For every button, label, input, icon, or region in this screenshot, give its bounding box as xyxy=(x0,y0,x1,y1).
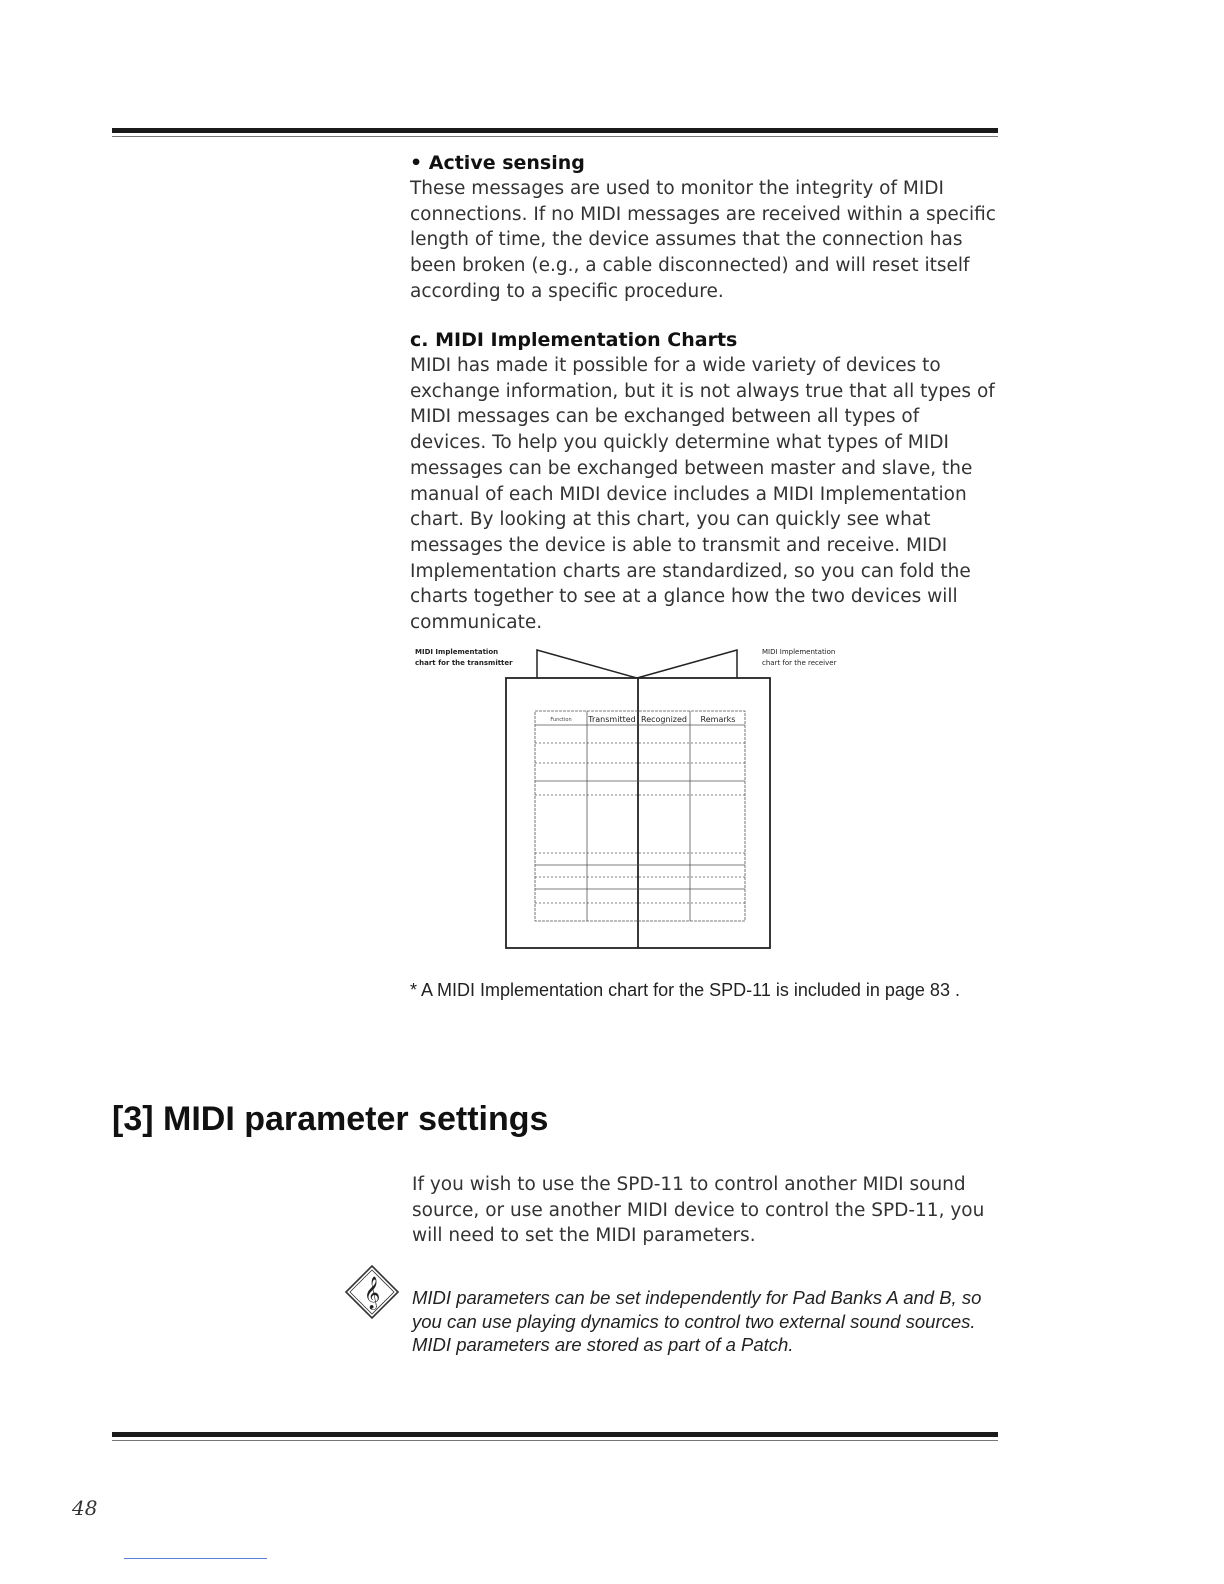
active-sensing-heading: • Active sensing xyxy=(410,152,585,174)
tip-text: MIDI parameters can be set independently for Pad Banks A and B, so you can use playing dynamics to control two external sound sources. MIDI parameters are stored as part of a Patch. xyxy=(412,1287,982,1355)
label-receiver-line2: chart for the receiver xyxy=(762,659,837,667)
bottom-rule xyxy=(112,1432,998,1441)
page-number: 48 xyxy=(72,1496,98,1520)
active-sensing-body: These messages are used to monitor the integrity of MIDI connections. If no MIDI messages are received within a specific length of time, the device assumes that the connection has been broken (e.g., a cable disconnected) and will reset itself according to a specific procedure. xyxy=(410,178,996,302)
active-sensing-section xyxy=(410,150,1000,305)
col-transmitted: Transmitted xyxy=(588,715,636,724)
label-transmitter-line2: chart for the transmitter xyxy=(415,659,513,667)
inner-chart-table xyxy=(535,711,745,921)
top-rule xyxy=(112,128,998,137)
footer-link-line xyxy=(124,1558,267,1559)
left-flap xyxy=(537,650,637,678)
implementation-charts-section xyxy=(410,327,1000,636)
label-transmitter-line1: MIDI Implementation xyxy=(415,648,499,656)
label-receiver-line1: MIDI Implementation xyxy=(762,648,836,656)
col-recognized: Recognized xyxy=(641,715,687,724)
chart-note: * A MIDI Implementation chart for the SPD-11 is included in page 83 . xyxy=(410,980,960,1000)
svg-text:𝄞: 𝄞 xyxy=(363,1276,381,1309)
implementation-charts-body: MIDI has made it possible for a wide variety of devices to exchange information, but it is not always true that all types of MIDI messages can be exchanged between all types of devices. To help you quickly determine what types of MIDI messages can be exchanged between master and slave, the manual of each MIDI device includes a MIDI Implementation chart. By looking at this chart, you can quickly see what messages the device is able to transmit and receive. MIDI Implementation charts are standardized, so you can fold the charts together to see at a glance how the two devices will communicate. xyxy=(410,355,995,634)
midi-parameter-settings-heading: [3] MIDI parameter settings xyxy=(112,1100,549,1138)
implementation-charts-heading: c. MIDI Implementation Charts xyxy=(410,329,738,351)
midi-parameter-settings-section xyxy=(412,1172,992,1249)
col-remarks: Remarks xyxy=(700,715,736,724)
treble-clef-diamond-icon xyxy=(340,1262,404,1326)
midi-parameter-settings-body: If you wish to use the SPD-11 to control another MIDI sound source, or use another MIDI device to control the SPD-11, you will need to set the MIDI parameters. xyxy=(412,1174,985,1247)
col-function: Function xyxy=(550,717,572,723)
right-flap xyxy=(637,650,737,678)
folded-charts-diagram xyxy=(415,645,855,955)
